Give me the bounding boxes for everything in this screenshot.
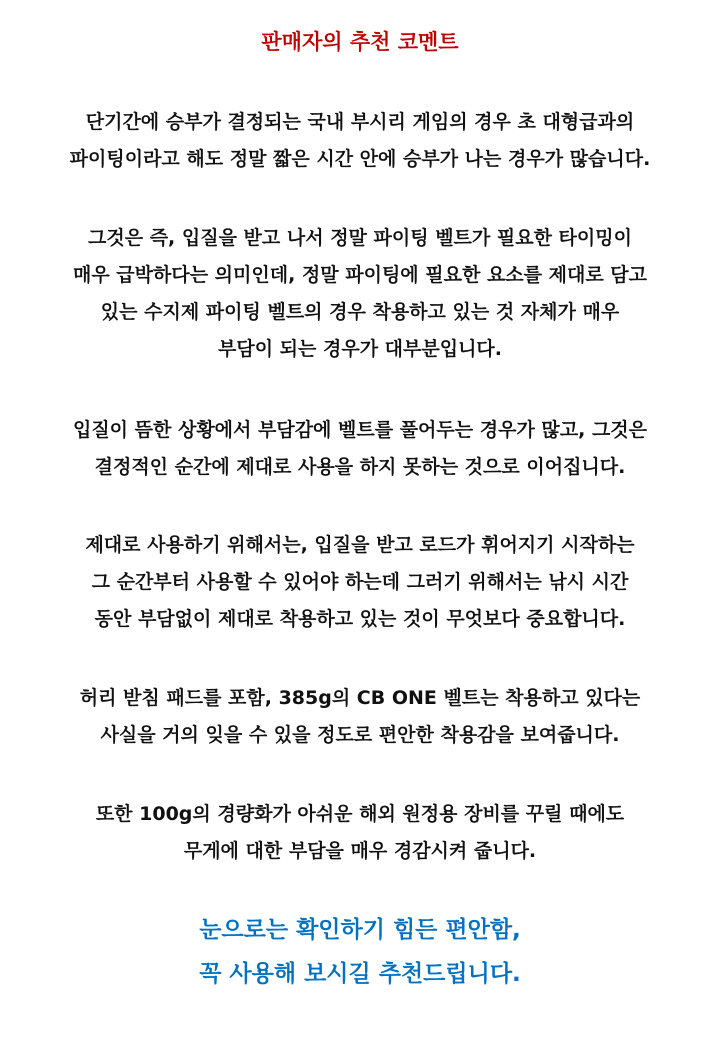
paragraph-line: 결정적인 순간에 제대로 사용을 하지 못하는 것으로 이어집니다. bbox=[94, 456, 626, 478]
closing-line: 꼭 사용해 보시길 추천드립니다. bbox=[199, 961, 521, 987]
paragraph-line: 그 순간부터 사용할 수 있어야 하는데 그러기 위해서는 낚시 시간 bbox=[91, 571, 629, 593]
paragraph-3 bbox=[0, 412, 720, 486]
paragraph-line: 그것은 즉, 입질을 받고 나서 정말 파이팅 벨트가 필요한 타이밍이 bbox=[88, 227, 632, 249]
paragraph-line: 또한 100g의 경량화가 아쉬운 해외 원정용 장비를 꾸릴 때에도 bbox=[95, 803, 625, 825]
paragraph-line: 부담이 되는 경우가 대부분입니다. bbox=[217, 338, 503, 360]
paragraph-line: 매우 급박하다는 의미인데, 정말 파이팅에 필요한 요소를 제대로 담고 bbox=[72, 264, 648, 286]
page-title: 판매자의 추천 코멘트 bbox=[261, 30, 459, 54]
paragraph-5 bbox=[0, 680, 720, 754]
paragraph-line: 단기간에 승부가 결정되는 국내 부시리 게임의 경우 초 대형급과의 bbox=[85, 111, 635, 133]
paragraph-line: 사실을 거의 잊을 수 있을 정도로 편안한 착용감을 보여줍니다. bbox=[100, 724, 620, 746]
closing-line: 눈으로는 확인하기 힘든 편안함, bbox=[199, 917, 521, 943]
paragraph-4 bbox=[0, 527, 720, 638]
paragraph-line: 무게에 대한 부담을 매우 경감시켜 줍니다. bbox=[183, 840, 537, 862]
paragraph-6 bbox=[0, 796, 720, 870]
paragraph-1 bbox=[0, 104, 720, 178]
paragraph-line: 제대로 사용하기 위해서는, 입질을 받고 로드가 휘어지기 시작하는 bbox=[85, 534, 635, 556]
paragraph-line: 동안 부담없이 제대로 착용하고 있는 것이 무엇보다 중요합니다. bbox=[94, 608, 626, 630]
paragraph-line: 허리 받침 패드를 포함, 385g의 CB ONE 벨트는 착용하고 있다는 bbox=[79, 687, 641, 709]
paragraph-2 bbox=[0, 220, 720, 368]
paragraph-line: 파이팅이라고 해도 정말 짧은 시간 안에 승부가 나는 경우가 많습니다. bbox=[69, 148, 651, 170]
paragraph-line: 입질이 뜸한 상황에서 부담감에 벨트를 풀어두는 경우가 많고, 그것은 bbox=[72, 419, 648, 441]
closing-recommendation bbox=[0, 908, 720, 996]
paragraph-line: 있는 수지제 파이팅 벨트의 경우 착용하고 있는 것 자체가 매우 bbox=[100, 301, 620, 323]
